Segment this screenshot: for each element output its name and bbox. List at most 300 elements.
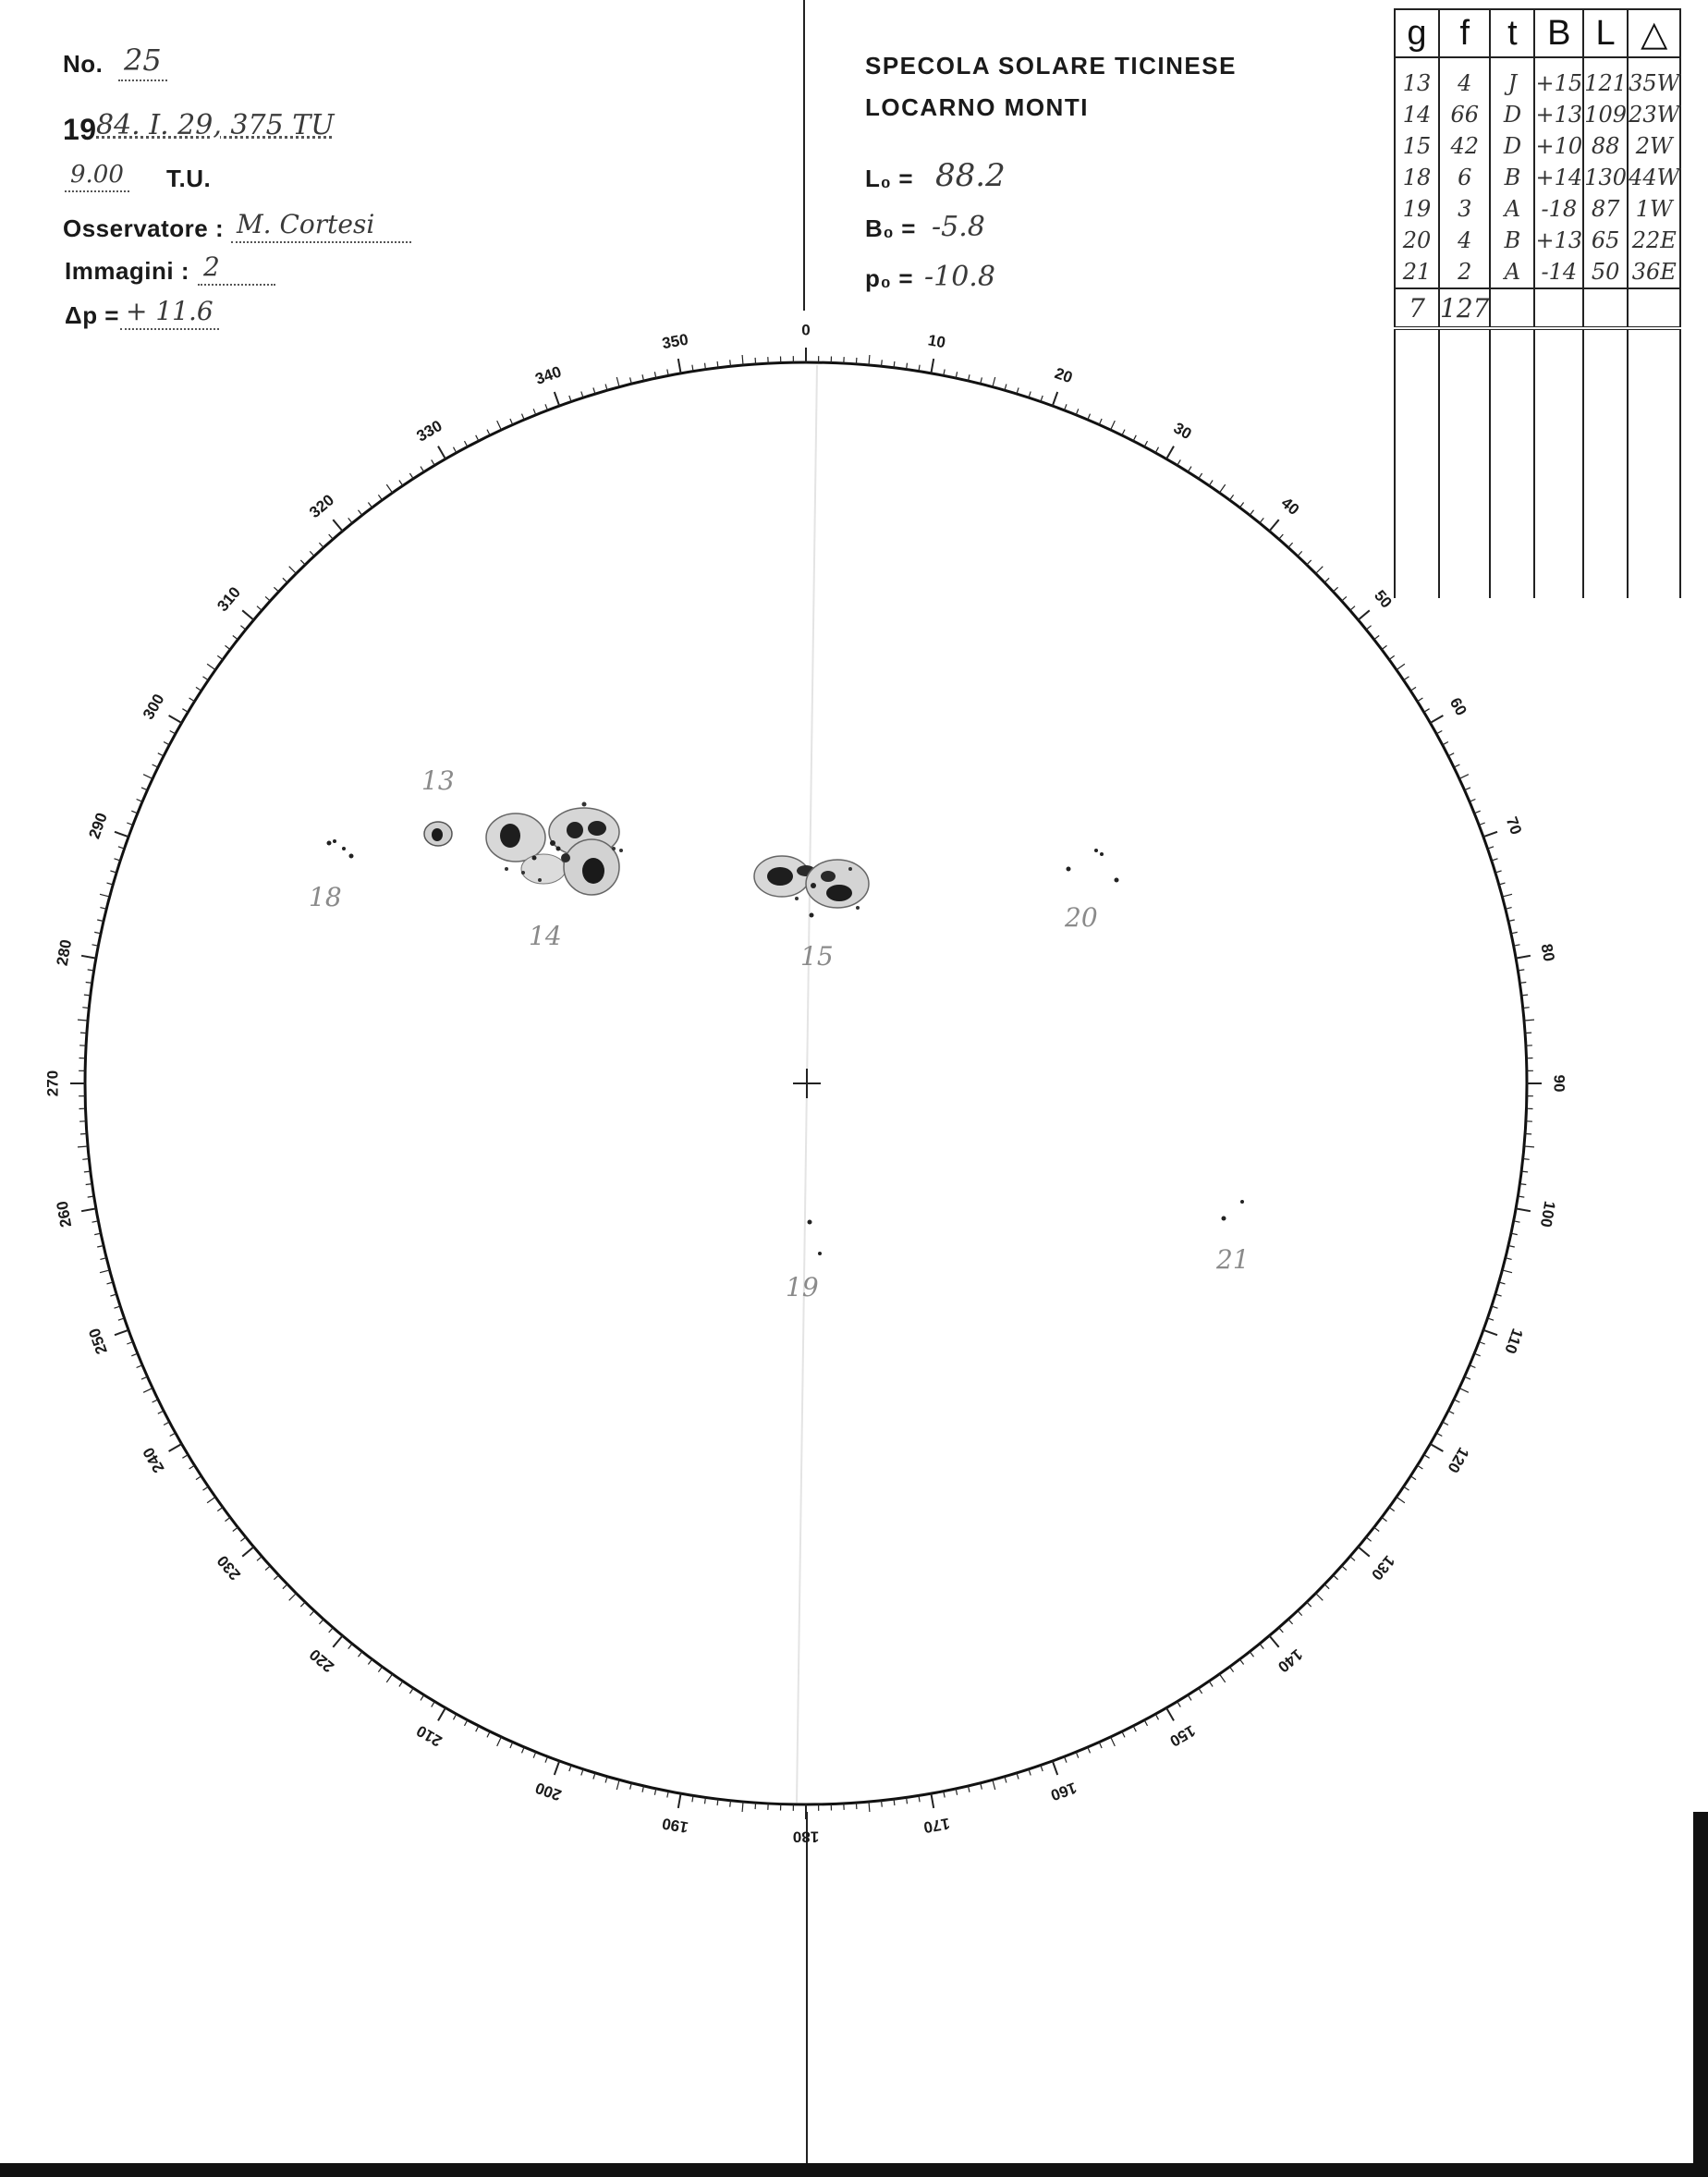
scale-tick xyxy=(368,1659,372,1665)
scale-tick xyxy=(555,392,559,406)
scale-label-180: 180 xyxy=(792,1828,820,1846)
scale-tick xyxy=(348,1644,352,1648)
scale-tick xyxy=(329,534,334,539)
scale-label-130: 130 xyxy=(1367,1551,1398,1584)
scale-label-100: 100 xyxy=(1536,1199,1559,1229)
sunspot-group-21 xyxy=(1222,1200,1245,1221)
scale-tick xyxy=(300,1602,305,1607)
scale-tick xyxy=(164,1422,169,1425)
scale-tick xyxy=(730,1801,731,1807)
scale-tick xyxy=(1111,421,1116,430)
scale-tick xyxy=(1239,503,1243,508)
scale-tick xyxy=(300,560,305,565)
scale-tick xyxy=(421,1695,424,1701)
scale-tick xyxy=(1219,484,1225,493)
scale-label-320: 320 xyxy=(306,491,338,522)
scale-tick xyxy=(1382,645,1387,649)
scale-tick xyxy=(319,543,323,547)
table-cell: +14 xyxy=(1534,162,1583,193)
scale-tick xyxy=(1366,1537,1371,1541)
scale-tick xyxy=(1144,1720,1147,1726)
scale-tick xyxy=(497,1737,502,1746)
total-spots: 127 xyxy=(1439,288,1490,328)
table-cell: 35W xyxy=(1628,57,1680,99)
scale-tick xyxy=(1288,1620,1293,1624)
total-groups: 7 xyxy=(1395,288,1439,328)
scale-tick xyxy=(143,775,152,779)
scale-tick xyxy=(1374,636,1380,640)
scale-tick xyxy=(1279,1628,1284,1633)
scale-tick xyxy=(81,1208,96,1211)
scale-tick xyxy=(240,1537,245,1541)
scale-tick xyxy=(399,1682,403,1687)
scale-label-250: 250 xyxy=(85,1326,111,1357)
scale-tick xyxy=(169,715,182,723)
scale-tick xyxy=(333,1636,342,1647)
scale-tick xyxy=(1133,435,1136,441)
scale-tick xyxy=(1366,626,1371,630)
scale-tick xyxy=(226,645,231,649)
scale-tick xyxy=(1516,956,1531,959)
table-cell: 130 xyxy=(1583,162,1628,193)
scale-tick xyxy=(717,1799,718,1805)
scale-tick xyxy=(203,677,209,680)
table-cell: D xyxy=(1490,130,1534,162)
scale-tick xyxy=(1316,567,1324,574)
scale-tick xyxy=(196,1476,201,1480)
scale-tick xyxy=(894,361,895,368)
scale-tick xyxy=(100,1270,110,1273)
scale-tick xyxy=(1288,543,1293,547)
table-cell: +10 xyxy=(1534,130,1583,162)
scale-tick xyxy=(84,995,91,996)
scale-tick xyxy=(882,1801,883,1807)
scale-tick xyxy=(78,1146,88,1147)
scale-tick xyxy=(333,520,342,531)
scale-tick xyxy=(217,655,223,659)
scale-tick xyxy=(207,664,215,669)
scale-tick xyxy=(1307,560,1312,565)
scale-label-160: 160 xyxy=(1048,1779,1080,1804)
scale-tick xyxy=(1448,1411,1454,1413)
scale-tick xyxy=(1053,1761,1057,1775)
scale-tick xyxy=(1350,1557,1355,1561)
scale-tick xyxy=(100,894,110,897)
table-cell: 42 xyxy=(1439,130,1490,162)
scale-tick xyxy=(1418,1465,1423,1469)
scale-tick xyxy=(1516,1208,1531,1211)
scale-tick xyxy=(359,1652,362,1657)
table-cell: 20 xyxy=(1395,225,1439,256)
scale-tick xyxy=(1269,1636,1278,1647)
scale-tick xyxy=(1410,687,1416,691)
scale-tick xyxy=(1454,1400,1459,1402)
scale-tick xyxy=(1199,473,1202,479)
scale-tick xyxy=(730,360,731,366)
table-cell: D xyxy=(1490,99,1534,130)
scale-tick xyxy=(555,1761,559,1775)
col-header-f: f xyxy=(1439,9,1490,57)
scale-tick xyxy=(1431,715,1444,723)
scale-label-50: 50 xyxy=(1371,586,1396,612)
scale-tick xyxy=(1448,753,1454,756)
scale-label-260: 260 xyxy=(53,1199,76,1229)
table-cell: B xyxy=(1490,162,1534,193)
scale-tick xyxy=(465,441,468,446)
scale-tick xyxy=(189,698,195,702)
scale-tick xyxy=(289,1594,297,1601)
scale-tick xyxy=(274,587,278,592)
table-cell: 2 xyxy=(1439,256,1490,288)
table-cell: A xyxy=(1490,193,1534,225)
scale-tick xyxy=(1483,1330,1497,1335)
scale-tick xyxy=(755,1803,756,1809)
scale-tick xyxy=(1436,1433,1442,1436)
scale-tick xyxy=(378,1667,382,1672)
l0-value: 88.2 xyxy=(935,157,1006,194)
scale-tick xyxy=(283,1584,287,1589)
scale-tick xyxy=(80,1133,87,1134)
p0-label: p₀ = xyxy=(865,264,914,292)
scale-tick xyxy=(1418,698,1423,702)
scale-tick xyxy=(84,1171,91,1172)
scale-label-190: 190 xyxy=(660,1814,690,1837)
scale-tick xyxy=(1166,1708,1174,1721)
scale-tick xyxy=(207,1497,215,1502)
scale-tick xyxy=(143,1388,152,1393)
scale-tick xyxy=(399,481,403,486)
scale-label-150: 150 xyxy=(1166,1721,1199,1751)
scale-tick xyxy=(993,1780,995,1790)
year-prefix: 19 xyxy=(63,113,97,146)
table-cell: 15 xyxy=(1395,130,1439,162)
scale-tick xyxy=(289,567,297,574)
scale-tick xyxy=(182,1455,188,1459)
sunspot-group-14 xyxy=(486,802,623,896)
table-cell: B xyxy=(1490,225,1534,256)
table-cell: +15 xyxy=(1534,57,1583,99)
scale-tick xyxy=(1230,1667,1234,1672)
scale-tick xyxy=(170,1433,176,1436)
scale-tick xyxy=(1219,1674,1225,1682)
scale-tick xyxy=(265,596,270,601)
scale-tick xyxy=(487,430,490,435)
scale-tick xyxy=(78,1020,88,1021)
scale-label-310: 310 xyxy=(214,583,245,616)
scale-tick xyxy=(378,495,382,500)
scale-tick xyxy=(386,484,392,493)
scale-tick xyxy=(742,1802,743,1812)
delta-p-value: + 11.6 xyxy=(120,296,219,330)
scale-tick xyxy=(386,1674,392,1682)
scale-tick xyxy=(1502,1270,1512,1273)
scale-label-340: 340 xyxy=(532,362,564,388)
scale-tick xyxy=(1250,510,1253,516)
scale-label-20: 20 xyxy=(1052,363,1075,387)
group-label-15: 15 xyxy=(800,941,834,972)
group-label-14: 14 xyxy=(529,921,562,951)
scale-tick xyxy=(152,1400,158,1402)
scale-tick xyxy=(1166,446,1174,459)
col-header-b: B xyxy=(1534,9,1583,57)
table-cell: 21 xyxy=(1395,256,1439,288)
scale-label-40: 40 xyxy=(1277,494,1303,519)
scale-tick xyxy=(1389,1508,1395,1511)
sunspot-group-19 xyxy=(808,1220,823,1256)
scale-tick xyxy=(894,1799,895,1805)
table-cell: +13 xyxy=(1534,99,1583,130)
table-cell: -18 xyxy=(1534,193,1583,225)
table-cell: 36E xyxy=(1628,256,1680,288)
scale-tick xyxy=(189,1465,195,1469)
scale-tick xyxy=(368,503,372,508)
scale-tick xyxy=(274,1575,278,1580)
scale-tick xyxy=(1188,467,1191,472)
scale-tick xyxy=(1324,1584,1329,1589)
scale-tick xyxy=(1523,1008,1530,1009)
b0-value: -5.8 xyxy=(932,211,985,243)
scale-tick xyxy=(1298,1611,1302,1616)
scale-tick xyxy=(1525,1133,1531,1134)
observatory-location: LOCARNO MONTI xyxy=(865,93,1089,121)
table-cell: 121 xyxy=(1583,57,1628,99)
table-cell: 65 xyxy=(1583,225,1628,256)
scale-tick xyxy=(319,1620,323,1624)
scale-tick xyxy=(678,359,681,373)
table-cell: +13 xyxy=(1534,225,1583,256)
scale-tick xyxy=(432,1702,435,1707)
scale-tick xyxy=(81,956,96,959)
date-value: 84. I. 29, 375 TU xyxy=(96,109,335,141)
scale-label-330: 330 xyxy=(413,416,445,446)
scale-tick xyxy=(1260,518,1263,522)
scale-tick xyxy=(1188,1695,1191,1701)
scale-tick xyxy=(1230,495,1234,500)
scale-tick xyxy=(115,832,128,837)
scale-tick xyxy=(882,360,883,366)
scale-tick xyxy=(182,709,188,713)
scale-tick xyxy=(152,764,158,767)
scale-tick xyxy=(240,626,245,630)
scale-tick xyxy=(1324,578,1329,582)
p0-value: -10.8 xyxy=(924,261,995,293)
scale-label-170: 170 xyxy=(921,1814,952,1837)
sunspot-group-15 xyxy=(754,856,869,918)
table-cell: A xyxy=(1490,256,1534,288)
scale-label-120: 120 xyxy=(1444,1444,1473,1476)
scale-tick xyxy=(1199,1688,1202,1694)
scale-tick xyxy=(1298,551,1302,556)
scale-tick xyxy=(1359,1547,1370,1556)
scale-tick xyxy=(755,358,756,364)
scale-label-280: 280 xyxy=(53,937,76,968)
scale-tick xyxy=(1397,664,1405,669)
scale-tick xyxy=(1260,1644,1263,1648)
table-cell: 14 xyxy=(1395,99,1439,130)
scale-tick xyxy=(233,636,238,640)
scale-tick xyxy=(82,1159,89,1160)
scale-tick xyxy=(616,377,619,387)
scale-label-70: 70 xyxy=(1502,814,1526,838)
scale-label-240: 240 xyxy=(139,1444,168,1476)
time-value: 9.00 xyxy=(65,161,129,192)
scale-tick xyxy=(1524,1146,1534,1147)
scale-tick xyxy=(265,1566,270,1571)
table-cell: 6 xyxy=(1439,162,1490,193)
scale-label-290: 290 xyxy=(85,810,111,841)
images-value: 2 xyxy=(198,251,275,286)
scale-tick xyxy=(310,551,314,556)
scale-tick xyxy=(310,1611,314,1616)
scale-tick xyxy=(1359,610,1370,619)
scale-tick xyxy=(257,606,262,611)
scale-tick xyxy=(1410,1476,1416,1480)
delta-p-label: Δp = xyxy=(65,301,119,329)
number-label: No. xyxy=(63,50,104,78)
scale-tick xyxy=(164,742,169,745)
table-cell: 13 xyxy=(1395,57,1439,99)
table-cell: 4 xyxy=(1439,225,1490,256)
scale-label-230: 230 xyxy=(214,1551,245,1584)
scale-tick xyxy=(678,1793,681,1808)
observer-value: M. Cortesi xyxy=(231,209,411,243)
scale-tick xyxy=(931,1793,933,1808)
scale-tick xyxy=(1209,481,1213,486)
scale-tick xyxy=(1250,1652,1253,1657)
scale-tick xyxy=(1111,1737,1116,1746)
scale-tick xyxy=(1269,520,1278,531)
observatory-name: SPECOLA SOLARE TICINESE xyxy=(865,52,1237,79)
scale-tick xyxy=(409,473,413,479)
scale-label-110: 110 xyxy=(1501,1326,1527,1356)
b0-label: B₀ = xyxy=(865,214,916,242)
scale-tick xyxy=(329,1628,334,1633)
scale-tick xyxy=(1523,1159,1530,1160)
scale-label-30: 30 xyxy=(1170,419,1195,444)
col-header-g: g xyxy=(1395,9,1439,57)
group-label-19: 19 xyxy=(786,1272,819,1303)
col-header-t: t xyxy=(1490,9,1534,57)
scale-tick xyxy=(1374,1527,1380,1531)
scale-tick xyxy=(1524,1020,1534,1021)
scale-label-140: 140 xyxy=(1274,1645,1306,1676)
scale-tick xyxy=(1397,1497,1405,1502)
scale-tick xyxy=(196,687,201,691)
scale-tick xyxy=(1053,392,1057,406)
scale-tick xyxy=(1443,742,1448,745)
scale-tick xyxy=(1155,1714,1158,1719)
table-cell: 109 xyxy=(1583,99,1628,130)
scan-border-right xyxy=(1693,1812,1708,2163)
scale-tick xyxy=(170,731,176,734)
scale-tick xyxy=(616,1780,619,1790)
scale-tick xyxy=(993,377,995,387)
time-unit: T.U. xyxy=(166,165,212,192)
table-cell: 44W xyxy=(1628,162,1680,193)
table-cell: 87 xyxy=(1583,193,1628,225)
scale-tick xyxy=(487,1731,490,1737)
table-cell: 66 xyxy=(1439,99,1490,130)
table-cell: 50 xyxy=(1583,256,1628,288)
scan-border-bottom xyxy=(0,2163,1708,2177)
scale-tick xyxy=(1431,1444,1444,1451)
scale-tick xyxy=(497,421,502,430)
scale-tick xyxy=(1521,995,1528,996)
scale-tick xyxy=(1334,1575,1338,1580)
scale-label-0: 0 xyxy=(801,321,811,339)
observer-label: Osservatore : xyxy=(63,214,225,242)
scale-tick xyxy=(438,1708,445,1721)
scale-tick xyxy=(242,1547,253,1556)
scale-label-60: 60 xyxy=(1446,694,1470,719)
scale-tick xyxy=(476,1726,479,1731)
scale-label-90: 90 xyxy=(1550,1074,1568,1093)
scale-label-220: 220 xyxy=(306,1645,338,1676)
scale-tick xyxy=(115,1330,128,1335)
scale-tick xyxy=(242,610,253,619)
scale-label-300: 300 xyxy=(139,691,168,723)
scale-tick xyxy=(1133,1726,1136,1731)
l0-label: L₀ = xyxy=(865,165,914,192)
scale-tick xyxy=(257,1557,262,1561)
scale-tick xyxy=(717,361,718,368)
scale-tick xyxy=(1459,775,1469,779)
scale-tick xyxy=(421,467,424,472)
col-header-l: L xyxy=(1583,9,1628,57)
group-label-21: 21 xyxy=(1216,1244,1250,1275)
scale-tick xyxy=(856,358,857,364)
scale-tick xyxy=(931,359,933,373)
scale-tick xyxy=(82,1008,89,1009)
table-cell: 23W xyxy=(1628,99,1680,130)
table-cell: J xyxy=(1490,57,1534,99)
scale-tick xyxy=(476,435,479,441)
scale-tick xyxy=(1350,606,1355,611)
table-cell: 22E xyxy=(1628,225,1680,256)
scale-tick xyxy=(1502,894,1512,897)
scale-tick xyxy=(1177,459,1181,465)
col-header-delta: △ xyxy=(1628,9,1680,57)
scale-tick xyxy=(869,355,870,365)
images-label: Immagini : xyxy=(65,257,190,285)
scale-label-210: 210 xyxy=(413,1721,445,1751)
scale-tick xyxy=(1239,1659,1243,1665)
scale-tick xyxy=(454,1714,457,1719)
scale-tick xyxy=(856,1803,857,1809)
scale-tick xyxy=(432,459,435,465)
scale-tick xyxy=(1382,1517,1387,1521)
table-cell: 2W xyxy=(1628,130,1680,162)
scale-tick xyxy=(869,1802,870,1812)
table-cell: 1W xyxy=(1628,193,1680,225)
scale-tick xyxy=(1122,430,1125,435)
scale-tick xyxy=(1424,709,1430,713)
number-value: 25 xyxy=(118,43,167,81)
scale-tick xyxy=(1404,677,1409,680)
scale-tick xyxy=(1122,1731,1125,1737)
sunspot-group-20 xyxy=(1067,849,1119,883)
scale-tick xyxy=(203,1486,209,1490)
scale-tick xyxy=(742,355,743,365)
scale-tick xyxy=(1521,1171,1528,1172)
scale-label-10: 10 xyxy=(926,331,947,352)
scale-tick xyxy=(169,1444,182,1451)
scale-tick xyxy=(226,1517,231,1521)
scale-tick xyxy=(1443,1422,1448,1425)
scale-tick xyxy=(1389,655,1395,659)
scale-label-270: 270 xyxy=(43,1070,62,1097)
scale-tick xyxy=(1334,587,1338,592)
